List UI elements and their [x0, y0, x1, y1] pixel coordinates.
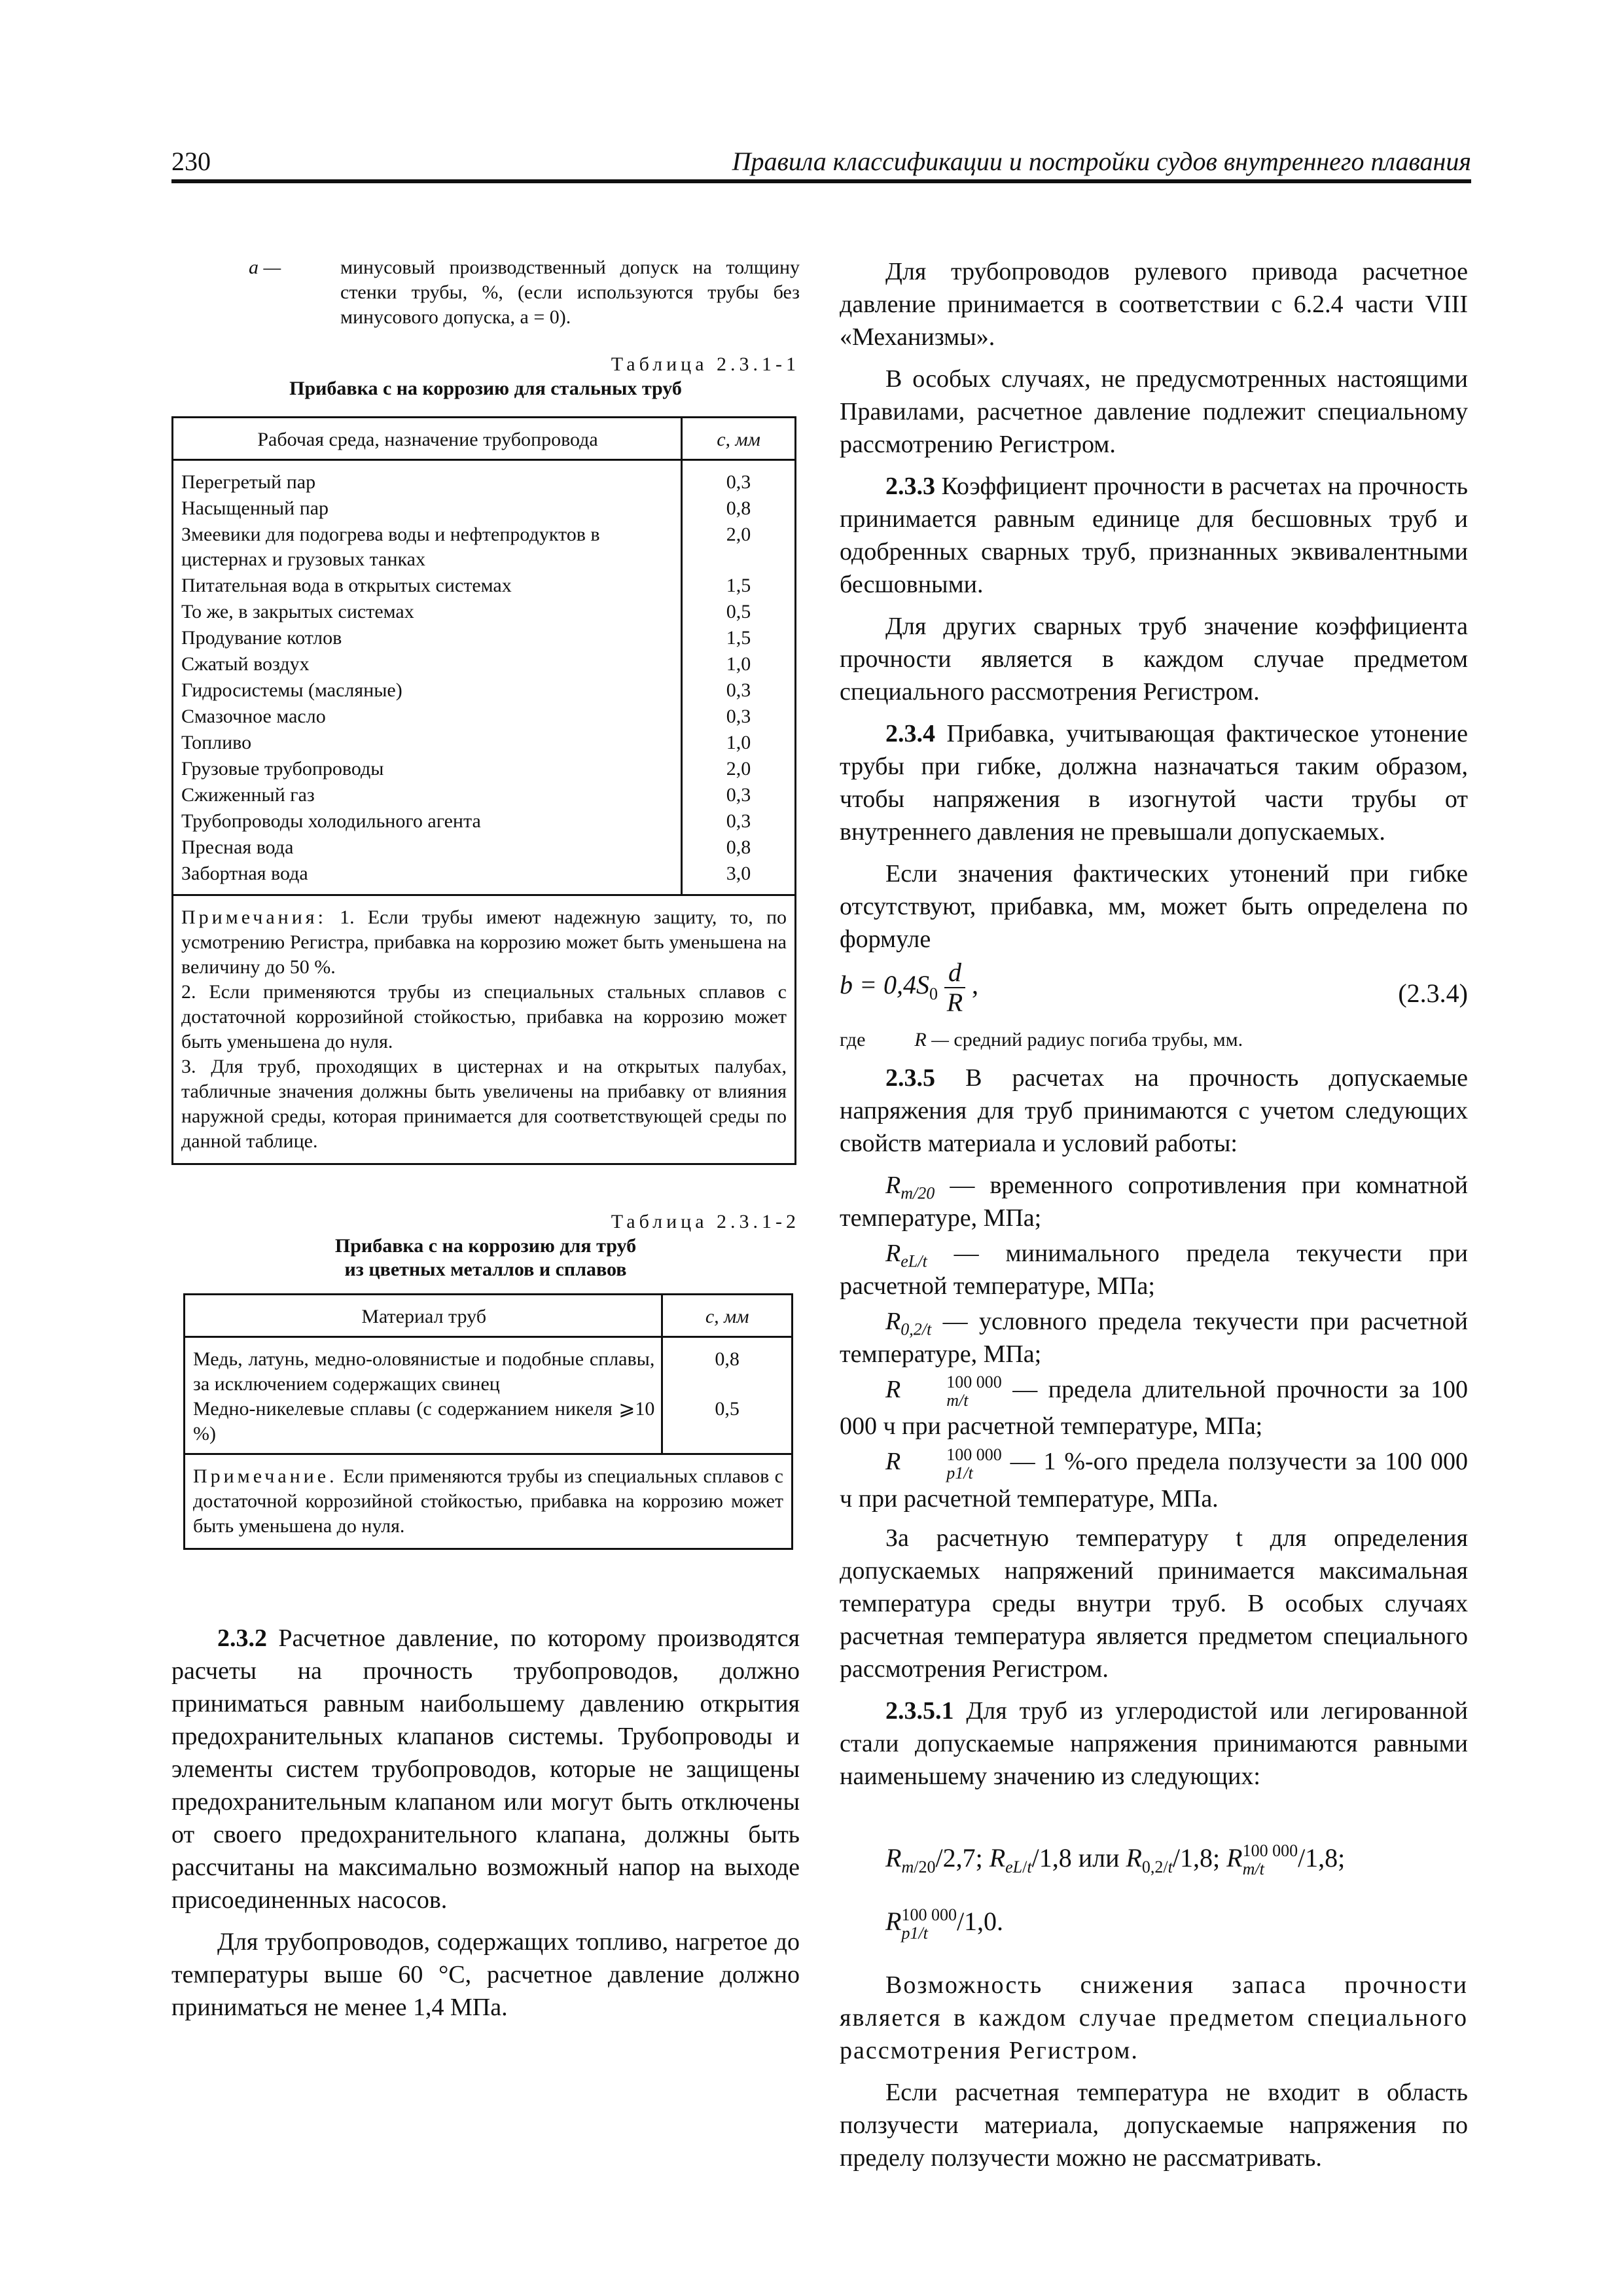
table-cell-c: 1,0	[726, 653, 751, 675]
section-2-3-4	[840, 717, 1468, 848]
table1-notes	[173, 895, 796, 1164]
table1-names	[173, 460, 682, 895]
def-text: — минимального предела текучести при расчетной температуре, МПа;	[840, 1240, 1469, 1300]
section-text: Для труб из углеродистой или легированной стали допускаемые напряжения принимаются равными наименьшему значению из следующих:	[840, 1696, 1468, 1790]
section-number: 2.3.4	[885, 720, 935, 747]
table-cell-c: 0,3	[726, 784, 751, 806]
table1-caption: Таблица 2.3.1-1	[611, 353, 800, 375]
symbol-rm20: $R_{m/20}$	[885, 1172, 935, 1203]
running-title: Правила классификации и постройки судов внутреннего плавания	[732, 147, 1471, 176]
section-text: Прибавка, учитывающая фактическое утонение трубы при гибке, должна назначаться таким образом, чтобы напряжения в изогнутой части трубы от внутреннего давления не превышали допускаемых.	[840, 720, 1469, 846]
note-label: Примечание.	[193, 1465, 338, 1487]
def-rel	[840, 1237, 1468, 1302]
table-cell-c: 0,3	[726, 706, 751, 727]
section-2-3-2	[171, 1622, 800, 1916]
formula-line-2: R 100 000 p1/t /1,0.	[885, 1905, 1004, 1943]
table1-title: Прибавка с на коррозию для стальных труб	[289, 378, 682, 399]
table2-head-c: с, мм	[662, 1295, 793, 1337]
where-text: средний радиус погиба трубы, мм.	[954, 1029, 1243, 1050]
paragraph-welded: Для других сварных труб значение коэффициента прочности является в каждом случае предметом специального рассмотрения Регистром.	[840, 613, 1468, 706]
paragraph-safety-reserve: Возможность снижения запаса прочности является в каждом случае предметом специального рассмотрения Регистром.	[840, 1971, 1468, 2065]
paragraph-special-cases: В особых случаях, не предусмотренных настоящими Правилами, расчетное давление подлежит специальному рассмотрению Регистром.	[840, 365, 1468, 458]
table-row: Сжиженный газ	[181, 784, 315, 806]
table-cell-c: 0,8	[726, 497, 751, 519]
formula-left: b = 0,4S	[840, 970, 929, 1000]
table-cell-c: 0,3	[726, 679, 751, 701]
def-text: — 1 %-ого предела ползучести за 100 000 ч при расчетной температуре, МПа.	[840, 1448, 1468, 1513]
equation-number: (2.3.4)	[1398, 978, 1468, 1008]
table-cell-c: 2,0	[726, 758, 751, 780]
table-row: Медно-никелевые сплавы (с содержанием никеля ⩾10 %)	[193, 1398, 655, 1444]
table1-head-c: с, мм	[682, 418, 796, 460]
paragraph-steering: Для трубопроводов рулевого привода расчетное давление принимается в соответствии с 6.2.4 части VIII «Механизмы».	[840, 258, 1468, 351]
table-row: То же, в закрытых системах	[181, 601, 414, 622]
def-rm20	[840, 1169, 1468, 1234]
note-1: 1. Если трубы имеют надежную защиту, то, по усмотрению Регистра, прибавка на коррозию может быть уменьшена на величину до 50 %.	[181, 906, 787, 978]
table-row: Топливо	[181, 732, 252, 753]
table-cell-c: 1,0	[726, 732, 751, 753]
table-row: Медь, латунь, медно-оловянистые и подобные сплавы, за исключением содержащих свинец	[193, 1348, 655, 1395]
right-column	[840, 255, 1468, 2183]
table-row: Трубопроводы холодильного агента	[181, 810, 481, 832]
formula-fraction	[944, 958, 965, 1017]
fraction-denominator: R	[946, 988, 963, 1017]
def-text: — временного сопротивления при комнатной температуре, МПа;	[840, 1172, 1469, 1232]
symbol-supsub: 100 000 p1/t	[946, 1444, 1002, 1482]
a-definition	[249, 255, 800, 330]
symbol-r02: $R_{0,2/t}$	[885, 1308, 932, 1339]
section-number: 2.3.5.1	[885, 1696, 954, 1725]
section-number: 2.3.5	[885, 1064, 935, 1092]
table-row: Перегретый пар	[181, 471, 316, 493]
table2-head-material: Материал труб	[185, 1295, 662, 1337]
table-row: Грузовые трубопроводы	[181, 758, 384, 780]
paragraph-fuel-pressure: Для трубопроводов, содержащих топливо, нагретое до температуры выше 60 °С, расчетное давление должно приниматься не менее 1,4 МПа.	[171, 1928, 800, 2021]
page-header	[171, 144, 1471, 183]
table-cell-c: 1,5	[726, 575, 751, 596]
table-cell-c: 0,8	[726, 836, 751, 858]
left-column	[171, 255, 800, 2033]
formula-tail: ,	[972, 970, 978, 1000]
table2-values	[662, 1337, 793, 1454]
formula-2-3-4	[840, 958, 1468, 1024]
table-row: Змеевики для подогрева воды и нефтепродуктов в цистернах и грузовых танках	[181, 524, 600, 570]
table-row: Насыщенный пар	[181, 497, 329, 519]
note-2: 2. Если применяются трубы из специальных стальных сплавов с достаточной коррозийной стойкостью, прибавка на коррозию может быть уменьшена до нуля.	[181, 981, 787, 1052]
notes-label: Примечания:	[181, 906, 327, 928]
section-2-3-5-1	[840, 1695, 1468, 1793]
section-text: Расчетное давление, по которому производятся расчеты на прочность трубопроводов, должно приниматься равным наибольшему давлению открытия предохранительных клапанов системы. Трубопроводы и элементы систем трубопроводов, которые не защищены предохранительным клапаном или могут быть отключены от своего предохранительного клапана, должны быть рассчитаны на максимально возможный напор на выходе присоединенных насосов.	[171, 1624, 800, 1914]
table-row: Гидросистемы (масляные)	[181, 679, 402, 701]
table2-title	[171, 1234, 800, 1282]
def-r02	[840, 1305, 1468, 1371]
formula-line-1: $R_{m/20}/2,7$; $R_{eL/t}/1,8$ или $R_{0,2/t}/1,8$; R 100 000 m/t /1,8;	[885, 1841, 1346, 1879]
section-2-3-3	[840, 470, 1468, 601]
def-text: — предела длительной прочности за 100 000 ч при расчетной температуре, МПа;	[840, 1376, 1469, 1441]
section-text: В расчетах на прочность допускаемые напряжения для труб принимаются с учетом следующих свойств материала и условий работы:	[840, 1064, 1469, 1157]
table2-title-line1: Прибавка с на коррозию для труб	[334, 1235, 637, 1257]
def-rp1t100000	[840, 1445, 1468, 1515]
table-row: Пресная вода	[181, 836, 294, 858]
table-cell-c: 1,5	[726, 627, 751, 649]
where-label: где	[840, 1029, 866, 1050]
table2-title-line2: из цветных металлов и сплавов	[344, 1259, 627, 1280]
table-row: Сжатый воздух	[181, 653, 310, 675]
table-row: Питательная вода в открытых системах	[181, 575, 512, 596]
table1-values	[682, 460, 796, 895]
table-corrosion-steel	[171, 416, 796, 1165]
table-cell-c: 2,0	[726, 524, 751, 545]
a-symbol: a —	[249, 257, 281, 278]
paragraph-formula-intro: Если значения фактических утонений при гибке отсутствуют, прибавка, мм, может быть определена по формуле	[840, 860, 1468, 953]
def-text: — условного предела текучести при расчетной температуре, МПа;	[840, 1308, 1468, 1368]
note-3: 3. Для труб, проходящих в цистернах и на открытых палубах, табличные значения должны быть увеличены на прибавку от влияния наружной среды, которая принимается для соответствующей среды по данной таблице.	[181, 1056, 787, 1152]
table-row: Смазочное масло	[181, 706, 326, 727]
table1-head-medium: Рабочая среда, назначение трубопровода	[173, 418, 682, 460]
section-2-3-5	[840, 1062, 1468, 1160]
section-number: 2.3.2	[217, 1624, 267, 1652]
section-text: Коэффициент прочности в расчетах на прочность принимается равным единице для бесшовных труб и одобренных сварных труб, признанных эквивалентными бесшовными.	[840, 473, 1469, 598]
symbol-rel: $R_{eL/t}$	[885, 1240, 927, 1271]
table-cell-c: 0,5	[715, 1398, 740, 1420]
table-row: Продувание котлов	[181, 627, 342, 649]
table-cell-c: 0,3	[726, 471, 751, 493]
table-cell-c: 0,8	[715, 1348, 740, 1370]
note-text: Если применяются трубы из специальных сплавов с достаточной коррозийной стойкостью, прибавка на коррозию может быть уменьшена до нуля.	[193, 1465, 783, 1537]
symbol-rmt: R	[885, 1376, 901, 1403]
def-rmt100000	[840, 1373, 1468, 1443]
paragraph-design-temp: За расчетную температуру t для определения допускаемых напряжений принимается максимальная температура среды внутри труб. В особых случаях расчетная температура является предметом специального рассмотрения Регистром.	[840, 1524, 1468, 1683]
table-cell-c: 3,0	[726, 863, 751, 884]
symbol-supsub: 100 000 m/t	[946, 1372, 1002, 1410]
section-number: 2.3.3	[885, 473, 935, 500]
fraction-numerator: d	[944, 958, 965, 988]
a-definition-text: минусовый производственный допуск на толщину стенки трубы, %, (если используются трубы без минусового допуска, a = 0).	[340, 257, 800, 328]
table-corrosion-nonferrous	[183, 1293, 793, 1550]
table2-caption: Таблица 2.3.1-2	[611, 1211, 800, 1232]
page-number: 230	[171, 147, 211, 176]
formula-where	[840, 1028, 1468, 1052]
formula-subscript: 0	[929, 984, 938, 1004]
formula-allowable-stress	[885, 1839, 1468, 1943]
table-cell-c: 0,3	[726, 810, 751, 832]
table2-names	[185, 1337, 662, 1454]
where-symbol: R —	[914, 1029, 949, 1050]
table-row: Забортная вода	[181, 863, 308, 884]
table2-note	[185, 1454, 793, 1549]
symbol-rp1t: R	[885, 1448, 901, 1476]
paragraph-creep: Если расчетная температура не входит в область ползучести материала, допускаемые напряжения по пределу ползучести можно не рассматривать.	[840, 2079, 1468, 2172]
table-cell-c: 0,5	[726, 601, 751, 622]
